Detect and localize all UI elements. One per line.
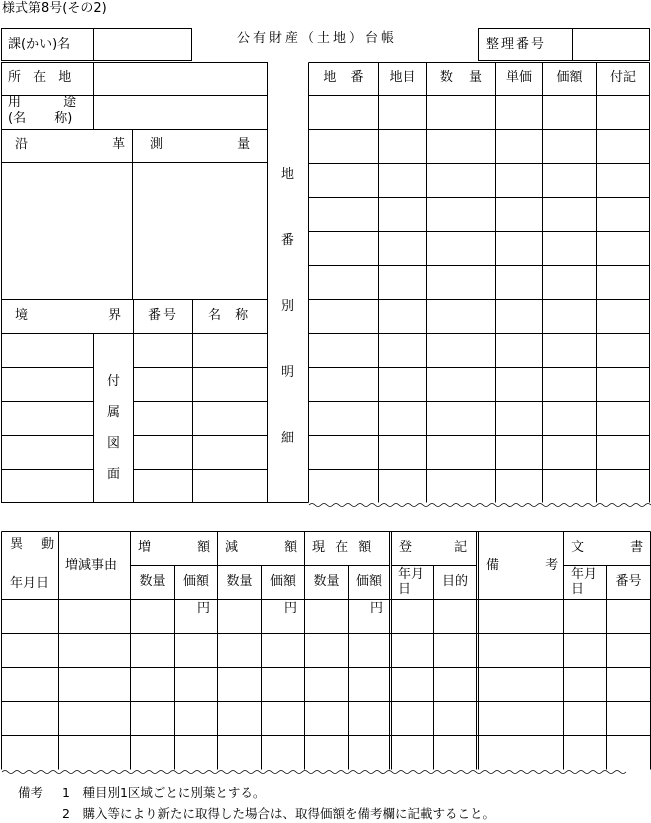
- note-item-1: 1 種目別1区域ごとに別葉とする。: [62, 785, 266, 800]
- current-label: 現 在 額: [312, 540, 372, 555]
- current-quantity-label: 数量: [313, 574, 340, 589]
- boundary-label: 境 界: [15, 308, 122, 323]
- usage-label: 用 途: [8, 95, 77, 110]
- wavy-cut-line-top: [309, 504, 651, 507]
- page-title: 公有財産（土地）台帳: [237, 31, 398, 46]
- document-label: 文 書: [571, 540, 644, 555]
- reg-no-label: 整理番号: [486, 37, 547, 52]
- parcel-header-lot-no: 地 番: [323, 70, 364, 85]
- document-number-label: 番号: [615, 574, 642, 589]
- increase-yen: 円: [197, 601, 211, 616]
- increase-amount-label: 価額: [182, 574, 209, 589]
- survey-label: 測 量: [150, 137, 251, 152]
- history-label: 沿 革: [15, 137, 126, 152]
- change-label: 異 動: [10, 537, 55, 552]
- decrease-quantity-label: 数量: [226, 574, 253, 589]
- reason-label: 増減事由: [65, 558, 118, 573]
- parcel-header-quantity: 数 量: [439, 70, 483, 85]
- parcel-header-unit-price: 単価: [505, 70, 532, 85]
- increase-label: 増 額: [138, 540, 211, 555]
- wavy-cut-line-bottom: [2, 771, 626, 774]
- location-label: 所 在 地: [8, 70, 76, 85]
- usage-name-label: (名 称): [8, 111, 73, 126]
- registration-purpose-label: 目的: [441, 574, 468, 589]
- note-item-2: 2 購入等により新たに取得した場合は、取得価額を備考欄に記載すること。: [62, 806, 495, 821]
- parcel-header-value: 価額: [556, 70, 583, 85]
- document-date-label: 年月日: [571, 567, 598, 597]
- parcel-detail-vertical-label: 地番別明細: [281, 167, 295, 446]
- decrease-yen: 円: [284, 601, 298, 616]
- name-label: 名 称: [208, 308, 249, 323]
- attached-drawings-label: 付属図面: [107, 374, 121, 482]
- decrease-label: 減 額: [225, 540, 298, 555]
- increase-quantity-label: 数量: [139, 574, 166, 589]
- parcel-header-category: 地目: [389, 70, 416, 85]
- form-number: 様式第8号(その2): [2, 1, 107, 16]
- registration-label: 登 記: [399, 540, 468, 555]
- number-label: 番号: [148, 308, 179, 323]
- dept-label: 課(かい)名: [8, 37, 71, 52]
- change-date-label: 年月日: [10, 576, 50, 591]
- notes-label: 備考: [18, 785, 44, 800]
- decrease-amount-label: 価額: [269, 574, 296, 589]
- remarks-label: 備 考: [486, 558, 559, 573]
- parcel-header-note: 付記: [609, 70, 636, 85]
- current-amount-label: 価額: [355, 574, 382, 589]
- current-yen: 円: [370, 601, 384, 616]
- registration-date-label: 年月日: [398, 567, 425, 597]
